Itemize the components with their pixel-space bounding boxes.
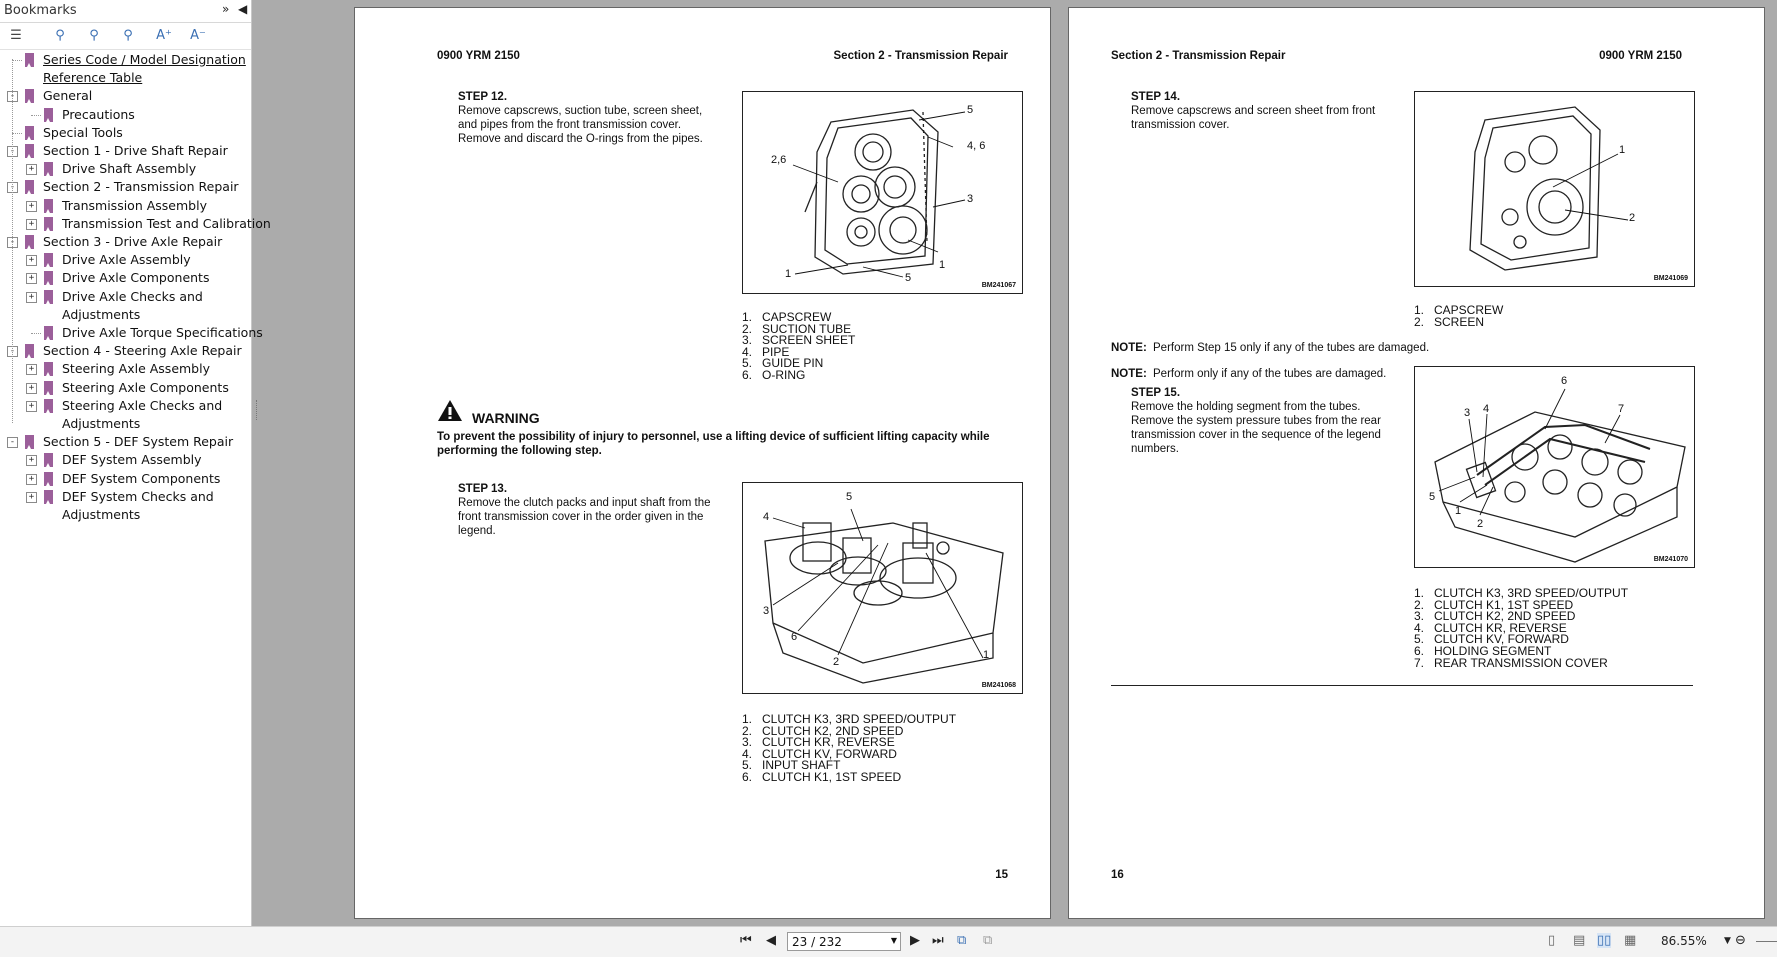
legend-text: CLUTCH K2, 2ND SPEED bbox=[1434, 609, 1576, 624]
legend-number: 1. bbox=[1414, 586, 1425, 600]
step15-line-4: numbers. bbox=[1131, 443, 1179, 455]
legend-number: 3. bbox=[1414, 609, 1425, 624]
bookmark-item[interactable] bbox=[0, 433, 250, 451]
legend-text: HOLDING SEGMENT bbox=[1434, 643, 1552, 658]
bookmark-item[interactable] bbox=[0, 415, 250, 433]
bookmark-item[interactable] bbox=[0, 269, 250, 287]
bookmark-icon bbox=[44, 472, 53, 486]
two-page-continuous-icon[interactable]: ▦ bbox=[1624, 933, 1637, 948]
bookmark-label: Steering Axle Checks and bbox=[62, 397, 223, 413]
page16-header-left: Section 2 - Transmission Repair bbox=[1111, 50, 1286, 62]
step13-line-1: Remove the clutch packs and input shaft from the bbox=[458, 497, 711, 509]
bookmark-icon bbox=[44, 162, 53, 176]
legend-number: 5. bbox=[1414, 632, 1425, 647]
bookmark-item[interactable] bbox=[0, 142, 250, 160]
bookmark-icon bbox=[44, 490, 53, 504]
legend-text: O-RING bbox=[762, 367, 806, 382]
bookmarks-toolbar bbox=[0, 23, 251, 50]
page15-header-left: 0900 YRM 2150 bbox=[437, 50, 520, 62]
expand-icon[interactable]: + bbox=[26, 401, 37, 412]
collapse-icon[interactable]: - bbox=[7, 182, 18, 193]
navigation-bar bbox=[0, 926, 1777, 957]
expand-icon[interactable]: + bbox=[26, 273, 37, 284]
bookmark-icon bbox=[25, 53, 34, 67]
bookmark-label: Reference Table bbox=[43, 70, 143, 86]
fig2-callout-6: 6 bbox=[791, 631, 798, 643]
legend-text: CLUTCH KV, FORWARD bbox=[762, 746, 897, 761]
expand-icon[interactable]: + bbox=[26, 474, 37, 485]
collapse-panel-icon[interactable]: ◀ bbox=[238, 2, 248, 16]
fig1-callout-4-6: 4, 6 bbox=[967, 140, 986, 152]
fig3-callout-1: 1 bbox=[1619, 144, 1626, 156]
fig4-callout-6: 6 bbox=[1561, 375, 1568, 387]
fig1-callout-1a: 1 bbox=[939, 259, 946, 271]
fig1-callout-5: 5 bbox=[967, 104, 974, 116]
bookmark-item[interactable] bbox=[0, 197, 250, 215]
expand-panel-icon[interactable]: » bbox=[222, 2, 230, 16]
decrease-font-icon[interactable]: A⁻ bbox=[190, 28, 206, 43]
legend-text: PIPE bbox=[762, 344, 790, 359]
step12-line-2: and pipes from the front transmission cover. bbox=[458, 119, 682, 131]
bookmark-label: Drive Axle Assembly bbox=[62, 252, 191, 268]
legend-text: REAR TRANSMISSION COVER bbox=[1434, 655, 1608, 670]
bookmark-item[interactable] bbox=[0, 69, 250, 87]
bookmark-label: Transmission Assembly bbox=[62, 197, 207, 213]
next-page-icon[interactable]: ▶ bbox=[910, 933, 920, 948]
fig4-id: BM241070 bbox=[1653, 556, 1688, 563]
panel-splitter[interactable] bbox=[256, 400, 260, 420]
expand-icon[interactable]: + bbox=[26, 492, 37, 503]
bookmark-item[interactable] bbox=[0, 215, 271, 233]
legend-number: 6. bbox=[742, 367, 753, 382]
bookmark-icon bbox=[44, 381, 53, 395]
continuous-view-icon[interactable]: ▤ bbox=[1573, 933, 1586, 948]
fig4-callout-1: 1 bbox=[1455, 505, 1462, 517]
bookmark-label: Precautions bbox=[62, 106, 135, 122]
bookmark-icon bbox=[25, 180, 34, 194]
legend-text: CAPSCREW bbox=[1434, 303, 1504, 317]
collapse-icon[interactable]: - bbox=[7, 146, 18, 157]
bookmark-item[interactable] bbox=[0, 306, 250, 324]
bookmark-item[interactable] bbox=[0, 451, 250, 469]
expand-icon[interactable]: + bbox=[26, 383, 37, 394]
bookmarks-header bbox=[0, 0, 251, 23]
bookmark-icon bbox=[44, 399, 53, 413]
figure-screen-sheet-drawing bbox=[1415, 92, 1696, 288]
bookmark-item[interactable] bbox=[0, 51, 250, 69]
legend-number: 5. bbox=[742, 356, 753, 371]
expand-icon[interactable]: + bbox=[26, 201, 37, 212]
step15-title: STEP 15. bbox=[1131, 387, 1181, 399]
page16-number: 16 bbox=[1111, 869, 1124, 881]
bookmark-item[interactable] bbox=[0, 360, 250, 378]
warning-title: WARNING bbox=[472, 410, 540, 426]
figure-clutch-packs bbox=[742, 482, 1023, 694]
legend-number: 1. bbox=[1414, 303, 1425, 317]
bookmark-item[interactable] bbox=[0, 124, 250, 142]
legend-number: 4. bbox=[1414, 620, 1425, 635]
zoom-out-icon[interactable]: ⊖ bbox=[1735, 933, 1746, 948]
step15-line-3: transmission cover in the sequence of the legend bbox=[1131, 429, 1381, 441]
next-view-icon[interactable]: ⧉ bbox=[983, 933, 993, 948]
legend-text: GUIDE PIN bbox=[762, 356, 824, 371]
step12-title: STEP 12. bbox=[458, 91, 508, 103]
legend-number: 1. bbox=[742, 712, 753, 726]
legend-text: CLUTCH K3, 3RD SPEED/OUTPUT bbox=[1434, 586, 1629, 600]
page-number-input[interactable] bbox=[787, 932, 901, 951]
note2-label: NOTE: bbox=[1111, 368, 1147, 380]
bookmark-options-icon[interactable]: ☰ bbox=[10, 28, 22, 43]
page-16 bbox=[1068, 7, 1765, 919]
legend-text: CLUTCH KV, FORWARD bbox=[1434, 632, 1569, 647]
page-15 bbox=[354, 7, 1051, 919]
bookmark-item[interactable] bbox=[0, 251, 250, 269]
page16-header-right: 0900 YRM 2150 bbox=[1599, 50, 1682, 62]
bookmark-item[interactable] bbox=[0, 288, 250, 306]
bookmark-label: General bbox=[43, 88, 93, 104]
bookmark-label: Steering Axle Components bbox=[62, 379, 229, 395]
warning-icon bbox=[437, 399, 463, 422]
expand-icon[interactable]: + bbox=[26, 219, 37, 230]
bookmark-label: Transmission Test and Calibration bbox=[62, 215, 271, 231]
page-number-value: 23 / 232 bbox=[792, 935, 842, 949]
step14-title: STEP 14. bbox=[1131, 91, 1181, 103]
expand-bookmark-icon[interactable]: ⚲ bbox=[55, 28, 65, 43]
collapse-icon[interactable]: - bbox=[7, 237, 18, 248]
legend-text: INPUT SHAFT bbox=[762, 758, 841, 773]
fig1-id: BM241067 bbox=[981, 282, 1016, 289]
legend-text: SCREEN SHEET bbox=[762, 333, 856, 348]
note1-text: Perform Step 15 only if any of the tubes are damaged. bbox=[1153, 342, 1430, 354]
fig1-callout-1b: 1 bbox=[785, 268, 792, 280]
legend-text: SCREEN bbox=[1434, 314, 1485, 329]
tree-connector bbox=[12, 133, 22, 134]
step12-line-1: Remove capscrews, suction tube, screen sheet, bbox=[458, 105, 703, 117]
bookmark-label: Section 3 - Drive Axle Repair bbox=[43, 234, 223, 249]
last-page-icon[interactable]: ⏭ bbox=[932, 933, 944, 948]
legend-number: 6. bbox=[1414, 643, 1425, 658]
bookmark-label: Section 4 - Steering Axle Repair bbox=[43, 343, 242, 359]
first-page-icon[interactable]: ⏮ bbox=[740, 933, 752, 948]
bookmark-icon bbox=[25, 144, 34, 158]
fig2-callout-1: 1 bbox=[983, 649, 990, 661]
bookmark-label: Adjustments bbox=[62, 306, 141, 322]
bookmark-item[interactable] bbox=[0, 87, 250, 105]
fig2-id: BM241068 bbox=[981, 682, 1016, 689]
figure-clutch-packs-drawing bbox=[743, 483, 1024, 695]
single-page-view-icon[interactable]: ▯ bbox=[1548, 933, 1556, 948]
bookmark-item[interactable] bbox=[0, 233, 250, 251]
bookmark-label: Section 2 - Transmission Repair bbox=[43, 179, 239, 195]
legend-number: 1. bbox=[742, 310, 753, 324]
bookmark-label: Adjustments bbox=[62, 416, 141, 431]
bookmark-icon bbox=[44, 453, 53, 467]
figure-front-cover-pipes-drawing bbox=[743, 92, 1024, 295]
bookmark-icon bbox=[44, 326, 53, 340]
previous-page-icon[interactable]: ◀ bbox=[766, 933, 776, 948]
bookmark-item[interactable] bbox=[0, 488, 250, 506]
bookmark-label: Section 5 - DEF System Repair bbox=[43, 434, 234, 450]
bookmark-item[interactable] bbox=[0, 160, 250, 178]
legend-text: CLUTCH K2, 2ND SPEED bbox=[762, 723, 904, 738]
bookmark-icon bbox=[44, 217, 53, 231]
legend-text: CLUTCH K1, 1ST SPEED bbox=[1434, 597, 1574, 612]
bookmark-label: DEF System Components bbox=[62, 470, 221, 486]
legend-number: 2. bbox=[1414, 597, 1425, 612]
page16-section-rule bbox=[1111, 685, 1693, 686]
step13-title: STEP 13. bbox=[458, 483, 508, 495]
legend-number: 2. bbox=[1414, 314, 1425, 329]
legend-text: CLUTCH KR, REVERSE bbox=[762, 735, 895, 750]
figure-screen-sheet bbox=[1414, 91, 1695, 287]
fig4-callout-5: 5 bbox=[1429, 491, 1436, 503]
legend-number: 5. bbox=[742, 758, 753, 773]
bookmark-label: Drive Axle Checks and bbox=[62, 288, 203, 304]
step13-line-2: front transmission cover in the order given in the bbox=[458, 511, 704, 523]
bookmark-label: Drive Shaft Assembly bbox=[62, 161, 197, 177]
bookmark-icon bbox=[25, 126, 34, 140]
bookmark-label: Series Code / Model Designation bbox=[43, 52, 246, 67]
legend-number: 7. bbox=[1414, 655, 1425, 670]
two-page-view-icon[interactable]: ▯▯ bbox=[1597, 933, 1612, 948]
collapse-icon[interactable]: - bbox=[7, 346, 18, 357]
legend-text: CLUTCH K1, 1ST SPEED bbox=[762, 769, 902, 784]
collapse-icon[interactable]: - bbox=[7, 437, 18, 448]
bookmark-label: Adjustments bbox=[62, 507, 141, 522]
legend-text: CLUTCH KR, REVERSE bbox=[1434, 620, 1567, 635]
bookmark-item[interactable] bbox=[0, 342, 250, 360]
figure-front-cover-pipes bbox=[742, 91, 1023, 294]
collapse-bookmark-icon[interactable]: ⚲ bbox=[89, 28, 99, 43]
page-dropdown-icon[interactable]: ▼ bbox=[890, 936, 897, 945]
expand-icon[interactable]: + bbox=[26, 292, 37, 303]
warning-line-1: To prevent the possibility of injury to personnel, use a lifting device of sufficient lifting capacity while bbox=[437, 431, 990, 443]
zoom-dropdown-icon[interactable]: ▼ bbox=[1724, 936, 1731, 946]
bookmark-icon bbox=[25, 435, 34, 449]
fig3-id: BM241069 bbox=[1653, 275, 1688, 282]
expand-icon[interactable]: + bbox=[26, 255, 37, 266]
bookmark-icon bbox=[25, 344, 34, 358]
step14-line-1: Remove capscrews and screen sheet from front bbox=[1131, 105, 1376, 117]
tree-root-line bbox=[12, 59, 13, 423]
bookmark-icon bbox=[25, 235, 34, 249]
legend-number: 3. bbox=[742, 333, 753, 348]
bookmark-icon bbox=[44, 290, 53, 304]
legend-text: SUCTION TUBE bbox=[762, 321, 852, 336]
fig2-callout-3: 3 bbox=[763, 605, 770, 617]
previous-view-icon[interactable]: ⧉ bbox=[957, 933, 967, 948]
step12-line-3: Remove and discard the O-rings from the pipes. bbox=[458, 133, 703, 145]
step13-line-3: legend. bbox=[458, 525, 496, 537]
fig3-callout-2: 2 bbox=[1629, 212, 1636, 224]
bookmark-item[interactable] bbox=[0, 324, 263, 342]
bookmark-icon bbox=[44, 362, 53, 376]
bookmark-icon bbox=[44, 253, 53, 267]
warning-line-2: performing the following step. bbox=[437, 445, 602, 457]
bookmark-item[interactable] bbox=[0, 379, 250, 397]
step15-line-2: Remove the system pressure tubes from the rear bbox=[1131, 415, 1381, 427]
bookmark-label: Steering Axle Assembly bbox=[62, 361, 210, 377]
bookmark-label: Special Tools bbox=[43, 124, 123, 140]
figure-pressure-tubes bbox=[1414, 366, 1695, 568]
bookmarks-title: Bookmarks bbox=[4, 3, 77, 18]
expand-icon[interactable]: + bbox=[26, 164, 37, 175]
legend-number: 4. bbox=[742, 344, 753, 359]
bookmark-icon bbox=[44, 271, 53, 285]
step15-line-1: Remove the holding segment from the tubes. bbox=[1131, 401, 1361, 413]
legend-number: 2. bbox=[742, 321, 753, 336]
legend-text: CLUTCH K3, 3RD SPEED/OUTPUT bbox=[762, 712, 957, 726]
note1-label: NOTE: bbox=[1111, 342, 1147, 354]
legend-number: 2. bbox=[742, 723, 753, 738]
fig4-callout-7: 7 bbox=[1618, 403, 1625, 415]
fig4-callout-4: 4 bbox=[1483, 403, 1490, 415]
expand-icon[interactable]: + bbox=[26, 455, 37, 466]
bookmark-label: Drive Axle Components bbox=[62, 270, 210, 286]
tree-connector bbox=[31, 115, 41, 116]
figure-pressure-tubes-drawing bbox=[1415, 367, 1696, 569]
bookmark-item[interactable] bbox=[0, 506, 250, 524]
legend-number: 3. bbox=[742, 735, 753, 750]
bookmark-icon bbox=[44, 199, 53, 213]
increase-font-icon[interactable]: A⁺ bbox=[156, 28, 172, 43]
note2-text: Perform only if any of the tubes are damaged. bbox=[1153, 368, 1387, 380]
bookmarks-panel bbox=[0, 0, 271, 926]
fig1-callout-2-6: 2,6 bbox=[771, 154, 787, 166]
step14-line-2: transmission cover. bbox=[1131, 119, 1230, 131]
bookmark-label: DEF System Checks and bbox=[62, 488, 214, 504]
legend-number: 6. bbox=[742, 769, 753, 784]
bookmark-label: Drive Axle Torque Specifications bbox=[62, 325, 263, 340]
zoom-level[interactable]: 86.55% bbox=[1661, 934, 1707, 948]
legend-number: 4. bbox=[742, 746, 753, 761]
page15-header-right: Section 2 - Transmission Repair bbox=[833, 50, 1008, 62]
bookmark-item[interactable] bbox=[0, 106, 250, 124]
legend-text: CAPSCREW bbox=[762, 310, 832, 324]
bookmark-icon bbox=[25, 89, 34, 103]
bookmark-item[interactable] bbox=[0, 178, 250, 196]
zoom-slider[interactable] bbox=[1756, 941, 1777, 942]
fig4-callout-3: 3 bbox=[1464, 407, 1471, 419]
bookmark-icon bbox=[44, 108, 53, 122]
bookmark-item[interactable] bbox=[0, 470, 250, 488]
bookmark-label: DEF System Assembly bbox=[62, 452, 202, 468]
collapse-icon[interactable]: - bbox=[7, 91, 18, 102]
bookmark-item[interactable] bbox=[0, 397, 250, 415]
page15-number: 15 bbox=[995, 869, 1008, 881]
fig2-callout-5: 5 bbox=[846, 491, 853, 503]
bookmark-label: Section 1 - Drive Shaft Repair bbox=[43, 143, 228, 158]
fig1-callout-5b: 5 bbox=[905, 272, 912, 284]
fig2-callout-4: 4 bbox=[763, 511, 770, 523]
fig2-callout-2: 2 bbox=[833, 656, 840, 668]
fig1-callout-3: 3 bbox=[967, 193, 974, 205]
fig4-callout-2: 2 bbox=[1477, 518, 1484, 530]
expand-icon[interactable]: + bbox=[26, 364, 37, 375]
tree-connector bbox=[12, 60, 22, 61]
tree-connector bbox=[31, 333, 41, 334]
find-bookmark-icon[interactable]: ⚲ bbox=[123, 28, 133, 43]
